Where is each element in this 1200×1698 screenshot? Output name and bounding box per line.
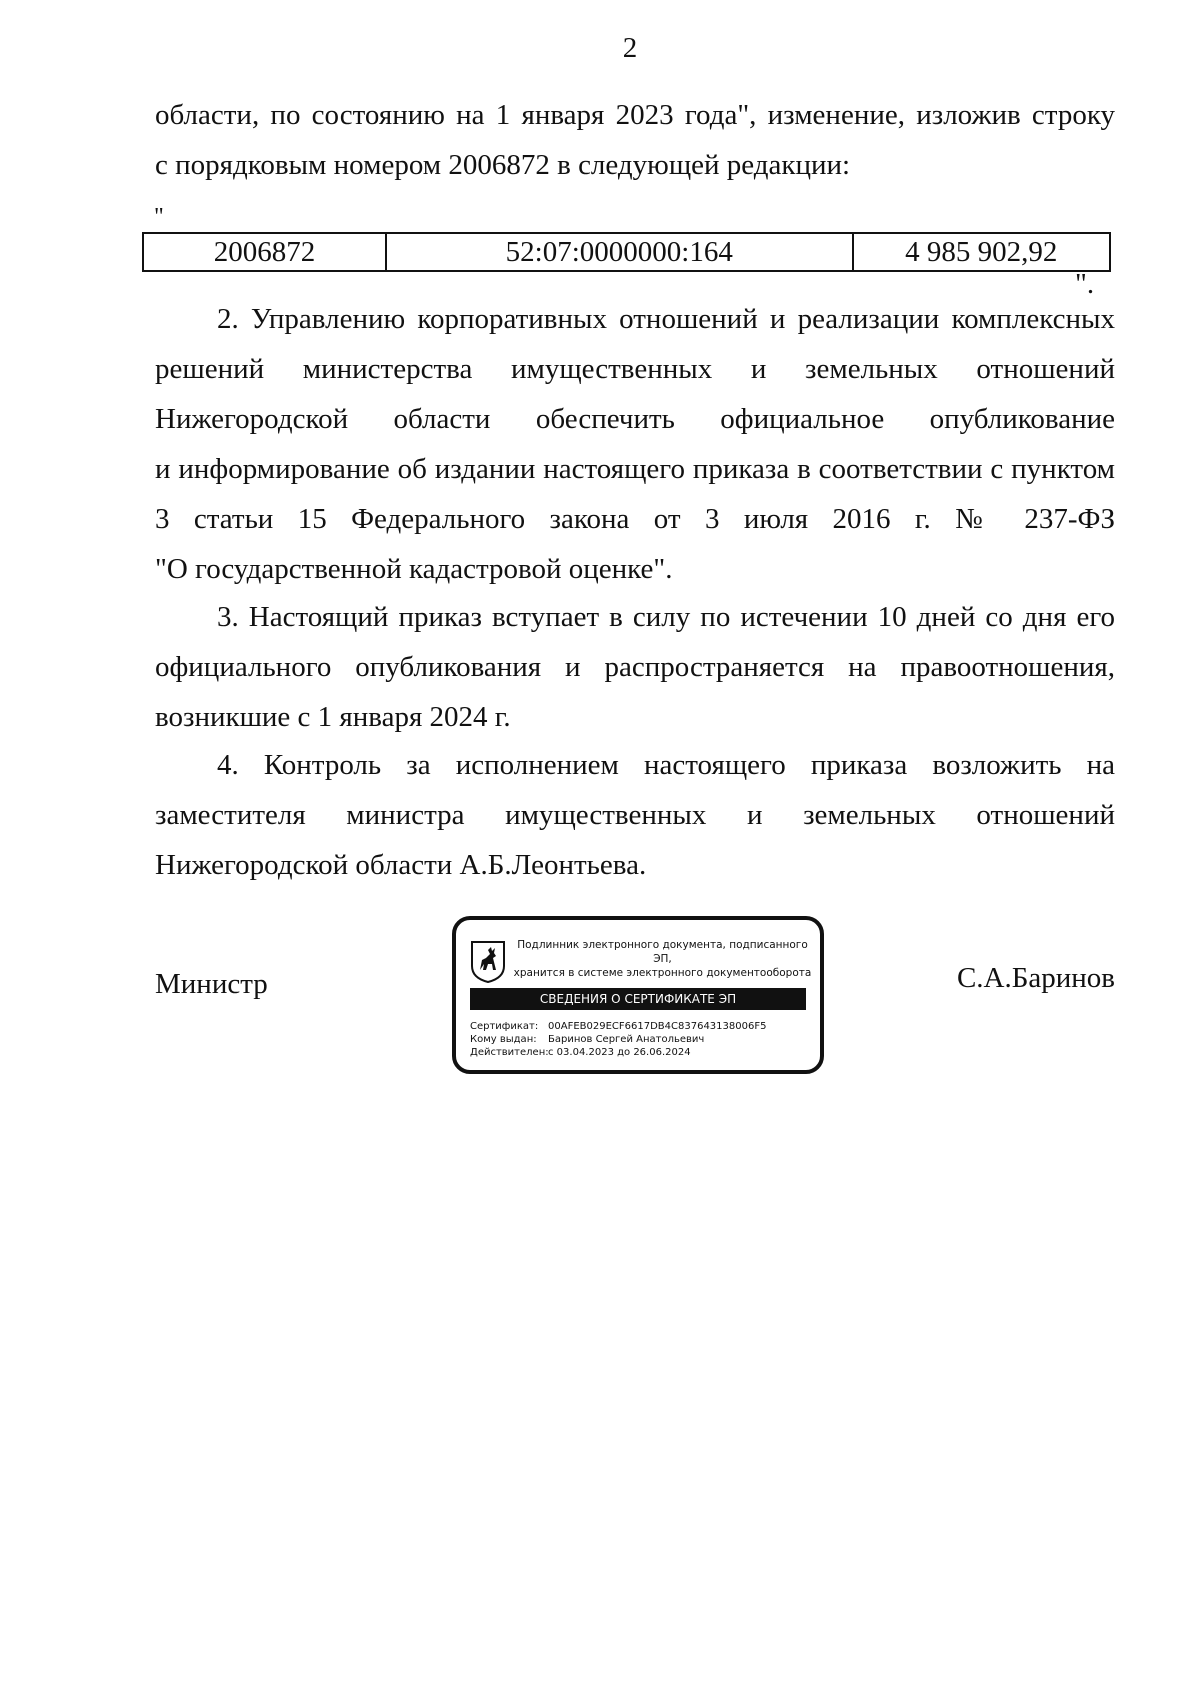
paragraph-line: заместителя министра имущественных и земельных отношений [155, 799, 1115, 831]
certificate-label: Сертификат: [470, 1021, 539, 1032]
paragraph-line: Нижегородской области обеспечить официальное опубликование [155, 403, 1115, 435]
page-number: 2 [622, 32, 638, 64]
electronic-signature-stamp [452, 916, 824, 1074]
paragraph-line: 2. Управлению корпоративных отношений и реализации комплексных [217, 303, 1115, 335]
paragraph-2 [155, 294, 1115, 594]
paragraph-line: 4. Контроль за исполнением настоящего приказа возложить на [217, 749, 1115, 781]
paragraph-line: Нижегородской области А.Б.Леонтьева. [155, 849, 647, 881]
signer-name: С.А.Баринов [956, 962, 1115, 994]
stamp-header [510, 938, 815, 980]
intro-line: с порядковым номером 2006872 в следующей редакции: [155, 149, 851, 181]
intro-line: области, по состоянию на 1 января 2023 года", изменение, изложив строку [155, 99, 1115, 131]
issued-to-value: Баринов Сергей Анатольевич [548, 1034, 705, 1045]
issued-to-row [470, 1033, 766, 1046]
cadastral-record-table [142, 232, 1111, 272]
validity-label: Действителен: [470, 1047, 549, 1058]
paragraph-line: возникшие с 1 января 2024 г. [155, 701, 511, 733]
table-row [143, 233, 1110, 271]
paragraph-line: официального опубликования и распространяется на правоотношения, [155, 651, 1115, 683]
paragraph-4 [155, 740, 1115, 890]
record-number-cell: 2006872 [143, 233, 386, 271]
certificate-value: 00AFEB029ECF6617DB4C837643138006F5 [548, 1021, 767, 1032]
cadastral-value-cell: 4 985 902,92 [853, 233, 1110, 271]
paragraph-line: решений министерства имущественных и земельных отношений [155, 353, 1115, 385]
stamp-details [470, 1020, 766, 1059]
stamp-title-bar: СВЕДЕНИЯ О СЕРТИФИКАТЕ ЭП [470, 988, 806, 1010]
stamp-header-line: хранится в системе электронного документооборота [513, 967, 812, 979]
validity-value: с 03.04.2023 до 26.06.2024 [548, 1047, 691, 1058]
stamp-header-line: Подлинник электронного документа, подписанного ЭП, [517, 939, 808, 965]
signer-position: Министр [155, 968, 268, 1000]
deer-coat-of-arms-icon [470, 940, 506, 984]
paragraph-3 [155, 592, 1115, 742]
issued-to-label: Кому выдан: [470, 1034, 537, 1045]
cadastral-number-cell: 52:07:0000000:164 [386, 233, 853, 271]
validity-row [470, 1046, 766, 1059]
intro-paragraph [155, 90, 1115, 190]
closing-quote: ". [1075, 268, 1095, 300]
opening-quote: " [154, 204, 164, 230]
paragraph-line: 3 статьи 15 Федерального закона от 3 июля 2016 г. № 237-ФЗ [155, 503, 1115, 535]
certificate-row [470, 1020, 766, 1033]
paragraph-line: 3. Настоящий приказ вступает в силу по истечении 10 дней со дня его [217, 601, 1115, 633]
paragraph-line: и информирование об издании настоящего приказа в соответствии с пунктом [155, 453, 1115, 485]
paragraph-line: "О государственной кадастровой оценке". [155, 553, 673, 585]
